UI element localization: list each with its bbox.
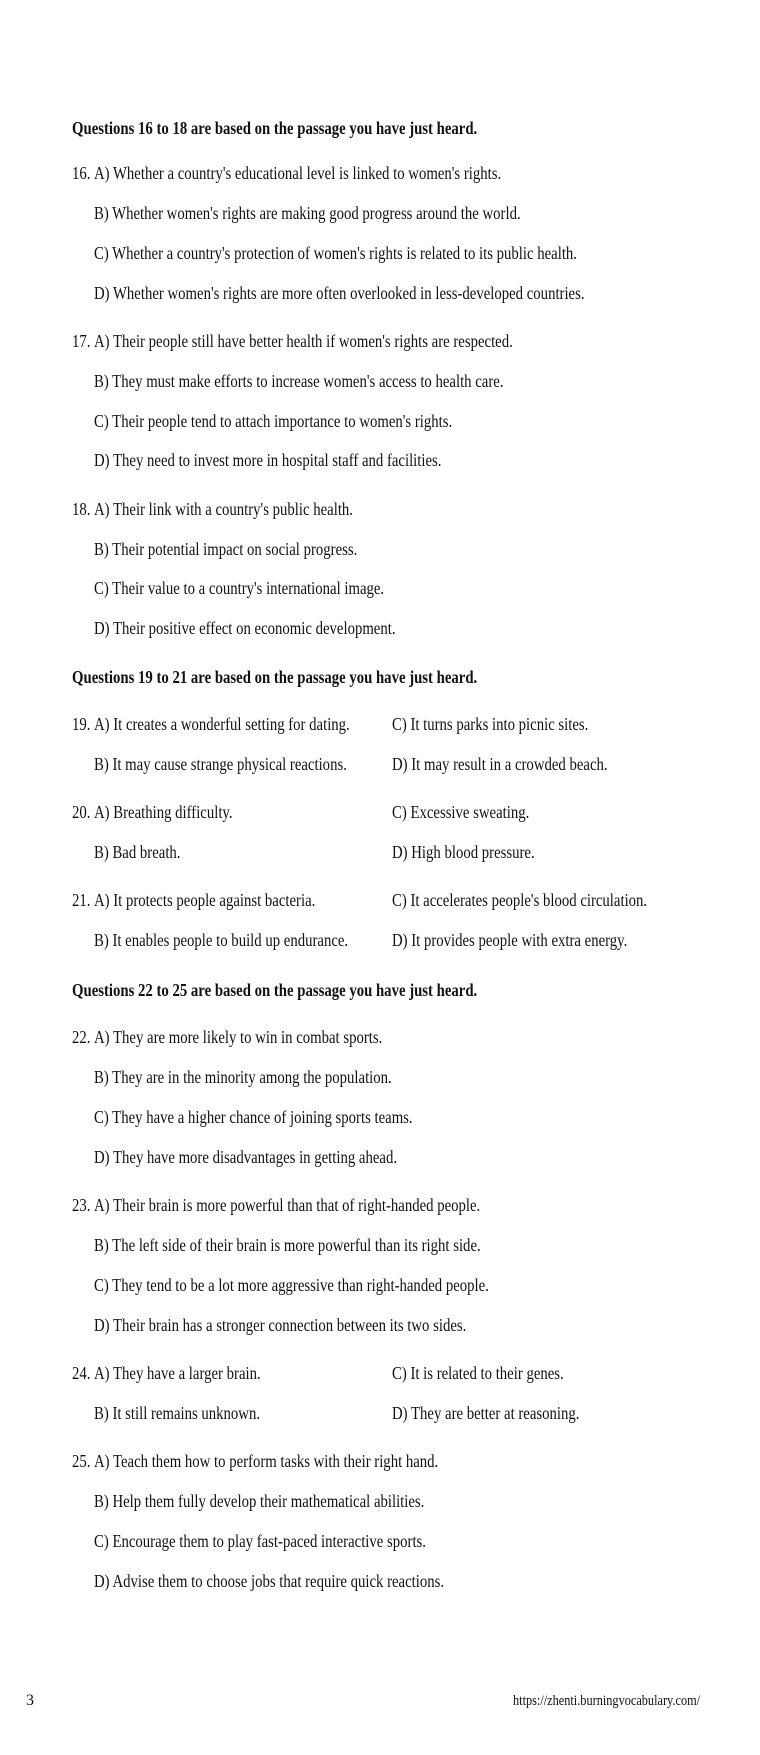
option-b: B) It enables people to build up endurance. <box>94 930 349 950</box>
question-number: 18. <box>72 499 91 519</box>
option-a: A) It protects people against bacteria. <box>94 890 316 910</box>
option-d: D) Their positive effect on economic development. <box>94 618 396 638</box>
option-b: B) It may cause strange physical reactions. <box>94 754 347 774</box>
option-c: C) Excessive sweating. <box>392 802 530 822</box>
option-d: D) It provides people with extra energy. <box>392 930 628 950</box>
option-c: C) Their people tend to attach importance to women's rights. <box>94 411 453 431</box>
option-b: B) The left side of their brain is more powerful than its right side. <box>94 1235 481 1255</box>
option-a: A) They are more likely to win in combat sports. <box>94 1027 383 1047</box>
option-b: B) Their potential impact on social progress. <box>94 539 358 559</box>
question-number: 24. <box>72 1363 91 1383</box>
option-c: C) They tend to be a lot more aggressive than right-handed people. <box>94 1275 489 1295</box>
option-d: D) Their brain has a stronger connection between its two sides. <box>94 1315 467 1335</box>
option-d: D) High blood pressure. <box>392 842 535 862</box>
question-number: 21. <box>72 890 91 910</box>
question-number: 20. <box>72 802 91 822</box>
option-c: C) Their value to a country's international image. <box>94 578 385 598</box>
option-b: B) Bad breath. <box>94 842 181 862</box>
option-c: C) It accelerates people's blood circulation. <box>392 890 648 910</box>
question-number: 19. <box>72 714 91 734</box>
question-number: 17. <box>72 331 91 351</box>
option-d: D) They are better at reasoning. <box>392 1403 580 1423</box>
option-b: B) They are in the minority among the population. <box>94 1067 392 1087</box>
option-a: A) Their link with a country's public health. <box>94 499 353 519</box>
option-c: C) They have a higher chance of joining sports teams. <box>94 1107 413 1127</box>
option-a: A) They have a larger brain. <box>94 1363 261 1383</box>
option-b: B) Whether women's rights are making good progress around the world. <box>94 203 521 223</box>
question-number: 25. <box>72 1451 91 1471</box>
option-b: B) It still remains unknown. <box>94 1403 261 1423</box>
option-c: C) Encourage them to play fast-paced interactive sports. <box>94 1531 426 1551</box>
option-a: A) Breathing difficulty. <box>94 802 233 822</box>
section-heading: Questions 19 to 21 are based on the passage you have just heard. <box>72 667 478 687</box>
question-number: 16. <box>72 163 91 183</box>
question-number: 22. <box>72 1027 91 1047</box>
option-c: C) Whether a country's protection of women's rights is related to its public health. <box>94 243 578 263</box>
question-number: 23. <box>72 1195 91 1215</box>
option-a: A) It creates a wonderful setting for dating. <box>94 714 350 734</box>
section-heading: Questions 16 to 18 are based on the passage you have just heard. <box>72 118 478 138</box>
option-d: D) They need to invest more in hospital staff and facilities. <box>94 450 442 470</box>
option-c: C) It is related to their genes. <box>392 1363 564 1383</box>
option-b: B) They must make efforts to increase women's access to health care. <box>94 371 504 391</box>
option-a: A) Their brain is more powerful than that of right-handed people. <box>94 1195 481 1215</box>
option-c: C) It turns parks into picnic sites. <box>392 714 589 734</box>
option-a: A) Whether a country's educational level is linked to women's rights. <box>94 163 502 183</box>
option-a: A) Their people still have better health if women's rights are respected. <box>94 331 513 351</box>
option-a: A) Teach them how to perform tasks with their right hand. <box>94 1451 439 1471</box>
option-d: D) They have more disadvantages in getting ahead. <box>94 1147 398 1167</box>
option-d: D) Whether women's rights are more often overlooked in less-developed countries. <box>94 283 585 303</box>
option-d: D) It may result in a crowded beach. <box>392 754 608 774</box>
option-b: B) Help them fully develop their mathematical abilities. <box>94 1491 425 1511</box>
footer-url: https://zhenti.burningvocabulary.com/ <box>513 1693 701 1709</box>
page-number: 3 <box>26 1692 34 1709</box>
option-d: D) Advise them to choose jobs that require quick reactions. <box>94 1571 445 1591</box>
section-heading: Questions 22 to 25 are based on the passage you have just heard. <box>72 980 478 1000</box>
